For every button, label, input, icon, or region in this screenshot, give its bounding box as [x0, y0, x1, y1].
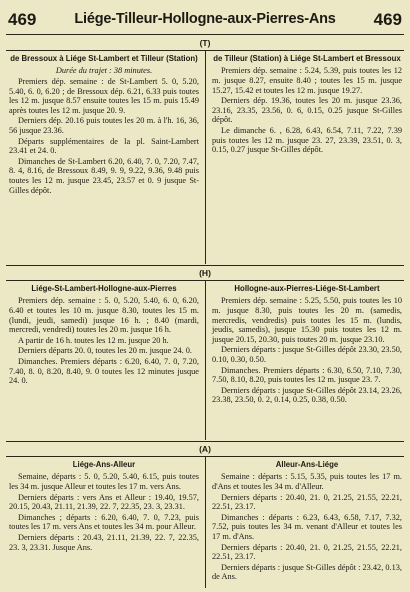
- section-divider: [6, 265, 404, 266]
- section-tag-h: (H): [199, 268, 211, 278]
- schedule-paragraph: A partir de 16 h. toutes les 12 m. jusque 20 h.: [18, 335, 169, 345]
- column-divider: [205, 456, 206, 588]
- page-number-left: 469: [8, 10, 37, 29]
- schedule-paragraph: Semaine, départs : 5. 0, 5.20, 5.40, 6.15, puis toutes les 34 m. jusque Alleur et toutes les 17 m. vers Ans.: [9, 472, 199, 491]
- route-title: Liége-Ans-Alleur: [72, 460, 136, 469]
- page-number-right: 469: [373, 10, 402, 29]
- column-divider: [205, 280, 206, 440]
- section-divider: [6, 441, 404, 442]
- route-title: Alleur-Ans-Liége: [275, 460, 339, 469]
- schedule-paragraph: Premiers dép. semaine : de St-Lambert 5. 0, 5.20, 5.40, 6. 0, 6.20 ; de Bressoux dép. 6.21, 6.33 puis toutes les 12 m. jusque 8.57 ensuite toutes les 15 m. puis 15.49 après toutes les 12 m. jusque 20. 9.: [9, 77, 199, 115]
- schedule-paragraph: Derniers départs : jusque St-Gilles dépôt 23.30, 23.50, 0.10, 0.30, 0.50.: [212, 345, 402, 364]
- column-divider: [205, 50, 206, 264]
- page-header: [6, 4, 404, 35]
- schedule-paragraph: Départs supplémentaires de la pl. Saint-Lambert 23.41 et 24. 0.: [9, 136, 199, 156]
- schedule-paragraph: Derniers départs : 20.40, 21. 0, 21.25, 21.55, 22.21, 22.51, 23.17.: [212, 542, 402, 562]
- section-tag-a: (A): [199, 444, 211, 454]
- schedule-paragraph: Semaine : départs : 5.15, 5.35, puis toutes les 17 m. d'Ans et toutes les 34 m. d'Alleur.: [212, 472, 402, 491]
- route-a-outbound: [9, 460, 199, 553]
- route-title: Hollogne-aux-Pierres-Liége-St-Lambert: [234, 284, 380, 293]
- schedule-paragraph: Dimanches. Premiers départs : 6.30, 6.50, 7.10, 7.30, 7.50, 8.10, 8.20, puis toutes les 12 m. jusque 23. 7.: [212, 365, 402, 385]
- route-title: de Bressoux à Liége St-Lambert et Tilleur (Station): [10, 54, 198, 63]
- schedule-paragraph: Dimanches ; départs : 6.20, 6.40, 7. 0, 7.23, puis toutes les 17 m. vers Ans et toutes les 34 m. pour Alleur.: [9, 512, 199, 532]
- schedule-paragraph: Derniers départs : 20.40, 21. 0, 21.25, 21.55, 22.21, 22.51, 23.17.: [212, 492, 402, 512]
- schedule-paragraph: Dimanches de St-Lambert 6.20, 6.40, 7. 0, 7.20, 7.47, 8. 4, 8.16, de Bressoux 8.49, 9. 9, 9.22, 9.36, 9.48 puis toutes les 12 m. jusque 23.45, 23.57 et 0. 9 jusque St-Gilles dépôt.: [9, 156, 199, 195]
- schedule-paragraph: Derniers départs : 20.43, 21.11, 21.39, 22. 7, 22.35, 23. 3, 23.31. Jusque Ans.: [9, 532, 199, 552]
- schedule-paragraph: Derniers départs : vers Ans et Alleur : 19.40, 19.57, 20.15, 20.43, 21.11, 21.39, 22. 7, 22.35, 23. 3, 23.31.: [9, 492, 199, 512]
- route-title: Liége-St-Lambert-Hollogne-aux-Pierres: [31, 284, 177, 293]
- schedule-paragraph: Dimanches : départs : 6.23, 6.43, 6.58, 7.17, 7.32, 7.52, puis toutes les 34 m. venant d'Alleur et toutes les 17 m. d'Ans.: [212, 512, 402, 541]
- schedule-paragraph: Derniers dép. 19.36, toutes les 20 m. jusque 23.36, 23.16, 23.35, 23.56, 0. 6, 0.15, 0.25 jusque St-Gilles dépôt.: [212, 96, 402, 125]
- section-tag-t: (T): [199, 38, 211, 48]
- schedule-paragraph: Premiers dép. semaine : 5.25, 5.50, puis toutes les 10 m. jusque 8.30, puis toutes les 20 m. (samedis, mercredis, vendredis) puis toutes les 15 m. (lundis, jeudis, samedis), jusque 15.30 puis toutes les 12 m. jusque 20.15, 20.30, puis toutes 20 m. jusque 23.10.: [212, 296, 402, 344]
- schedule-paragraph: Premiers dép. semaine : 5.24, 5.39, puis toutes les 12 m. jusque 8.27, ensuite 8.40 ; toutes les 15 m. jusque 15.27, 15.42 et toutes les 12 m. jusque 19.27.: [212, 66, 402, 95]
- schedule-paragraph: Derniers départs 20. 0, toutes les 20 m. jusque 24. 0.: [18, 346, 192, 356]
- page-title: Liége-Tilleur-Hollogne-aux-Pierres-Ans: [74, 11, 336, 27]
- route-t-outbound: [9, 54, 199, 196]
- schedule-paragraph: Premiers dép. semaine : 5. 0, 5.20, 5.40, 6. 0, 6.20, 6.40 et toutes les 10 m. jusque 8.30, toutes les 15 m. (lundi, jeudi, samedi) jusque 16 h. ; 8.40 (mardi, mercredi, vendredi) toutes les 20 m. jusque 16 h.: [9, 296, 199, 335]
- route-h-return: [212, 284, 402, 406]
- schedule-paragraph: Derniers dép. 20.16 puis toutes les 20 m. à l'h. 16, 36, 56 jusque 23.36.: [9, 116, 199, 135]
- schedule-paragraph: Derniers départs : jusque St-Gilles dépôt : 23.42, 0.13, de Ans.: [212, 562, 402, 582]
- route-h-outbound: [9, 284, 199, 387]
- schedule-paragraph: Dimanches. Premiers départs : 6.20, 6.40, 7. 0, 7.20, 7.40, 8. 0, 8.20, 8.40, 9. 0 toutes les 12 minutes jusque 24. 0.: [9, 356, 199, 386]
- schedule-paragraph: Le dimanche 6. , 6.28, 6.43, 6.54, 7.11, 7.22, 7.39 puis toutes les 12 m. jusque 23. 27, 23.39, 23.51, 0. 3, 0.15, 0.27 jusque St-Gilles dépôt.: [212, 125, 402, 155]
- route-t-return: [212, 54, 402, 156]
- schedule-paragraph: Derniers départs : jusque St-Gilles dépôt 23.14, 23.26, 23.38, 23.50, 0. 2, 0.14, 0.25, 0.38, 0.50.: [212, 385, 402, 405]
- route-duration: Durée du trajet : 38 minutes.: [55, 66, 153, 76]
- route-a-return: [212, 460, 402, 583]
- route-title: de Tilleur (Station) à Liége St-Lambert et Bressoux: [213, 54, 401, 63]
